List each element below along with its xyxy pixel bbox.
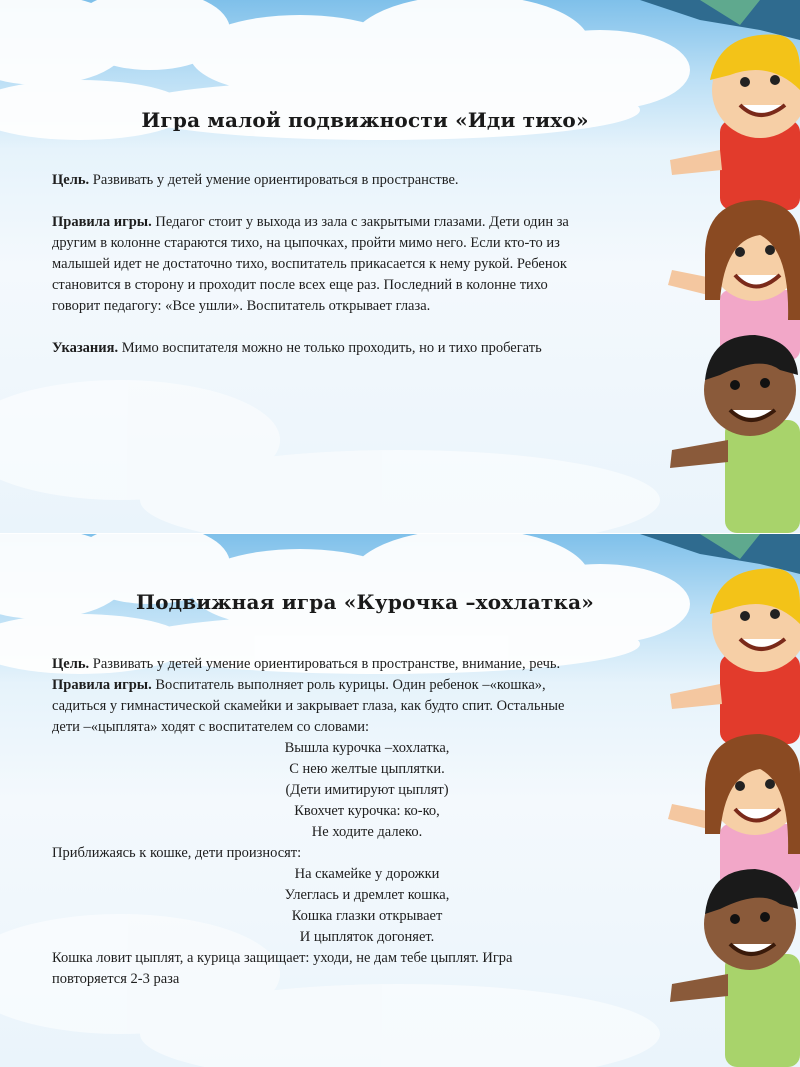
ending-line: Кошка ловит цыплят, а курица защищает: уходи, не дам тебе цыплят. Игра [52, 950, 513, 966]
child-brown-girl-icon [668, 734, 800, 894]
verse-line: На скамейке у дорожки [294, 866, 440, 882]
notes-text: Мимо воспитателя можно не только проходить, но и тихо пробегать [118, 340, 542, 356]
rules-paragraph [52, 212, 682, 233]
goal-paragraph [52, 654, 682, 675]
rules-line: Педагог стоит у выхода из зала с закрытыми глазами. Дети один за [151, 214, 569, 230]
rules-line: садиться у гимнастической скамейки и закрывает глаза, как будто спит. Остальные [52, 698, 565, 714]
slide-1-body [52, 170, 682, 359]
child-dark-boy-icon [670, 869, 800, 1067]
goal-paragraph [52, 170, 682, 191]
verse-line: Кошка глазки открывает [291, 908, 443, 924]
ending-line: повторяется 2-3 раза [52, 971, 180, 987]
slide-1 [0, 0, 800, 533]
verse-line: С нею желтые цыплятки. [289, 761, 445, 777]
rules-line: другим в колонне стараются тихо, на цыпочках, пройти мимо него. Если кто-то из [52, 235, 560, 251]
rules-label: Правила игры. [52, 214, 152, 230]
verse-line: (Дети имитируют цыплят) [285, 782, 449, 798]
goal-text: Развивать у детей умение ориентироваться в пространстве. [89, 172, 459, 188]
goal-text: Развивать у детей умение ориентироваться в пространстве, внимание, речь. [89, 656, 561, 672]
rules-line: становится в сторону и проходит после всех еще раз. Последний в колонне тихо [52, 277, 548, 293]
verse-line: Улеглась и дремлет кошка, [284, 887, 450, 903]
child-brown-girl-icon [668, 200, 800, 360]
notes-label: Указания. [52, 340, 119, 356]
verse-line: И цыпляток догоняет. [299, 929, 435, 945]
middle-line: Приближаясь к кошке, дети произносят: [52, 845, 302, 861]
verse-line: Не ходите далеко. [311, 824, 423, 840]
rules-line: говорит педагогу: «Все ушли». Воспитатель открывает глаза. [52, 298, 431, 314]
goal-label: Цель. [52, 656, 90, 672]
rules-line: малышей идет не достаточно тихо, воспитатель прикасается к нему рукой. Ребенок [52, 256, 567, 272]
child-dark-boy-icon [670, 335, 800, 533]
slide-2-body [52, 654, 682, 990]
rules-paragraph [52, 675, 682, 696]
goal-label: Цель. [52, 172, 90, 188]
rules-label: Правила игры. [52, 677, 152, 693]
rules-line: Воспитатель выполняет роль курицы. Один ребенок –«кошка», [151, 677, 546, 693]
rules-line: дети –«цыплята» ходят с воспитателем со словами: [52, 719, 370, 735]
verse-line: Квохчет курочка: ко-ко, [294, 803, 440, 819]
notes-paragraph [52, 338, 682, 359]
slide-1-title: Игра малой подвижности «Иди тихо» [141, 108, 589, 132]
verse-line: Вышла курочка –хохлатка, [284, 740, 450, 756]
slide-2-title: Подвижная игра «Курочка –хохлатка» [136, 590, 594, 614]
slide-2 [0, 534, 800, 1067]
